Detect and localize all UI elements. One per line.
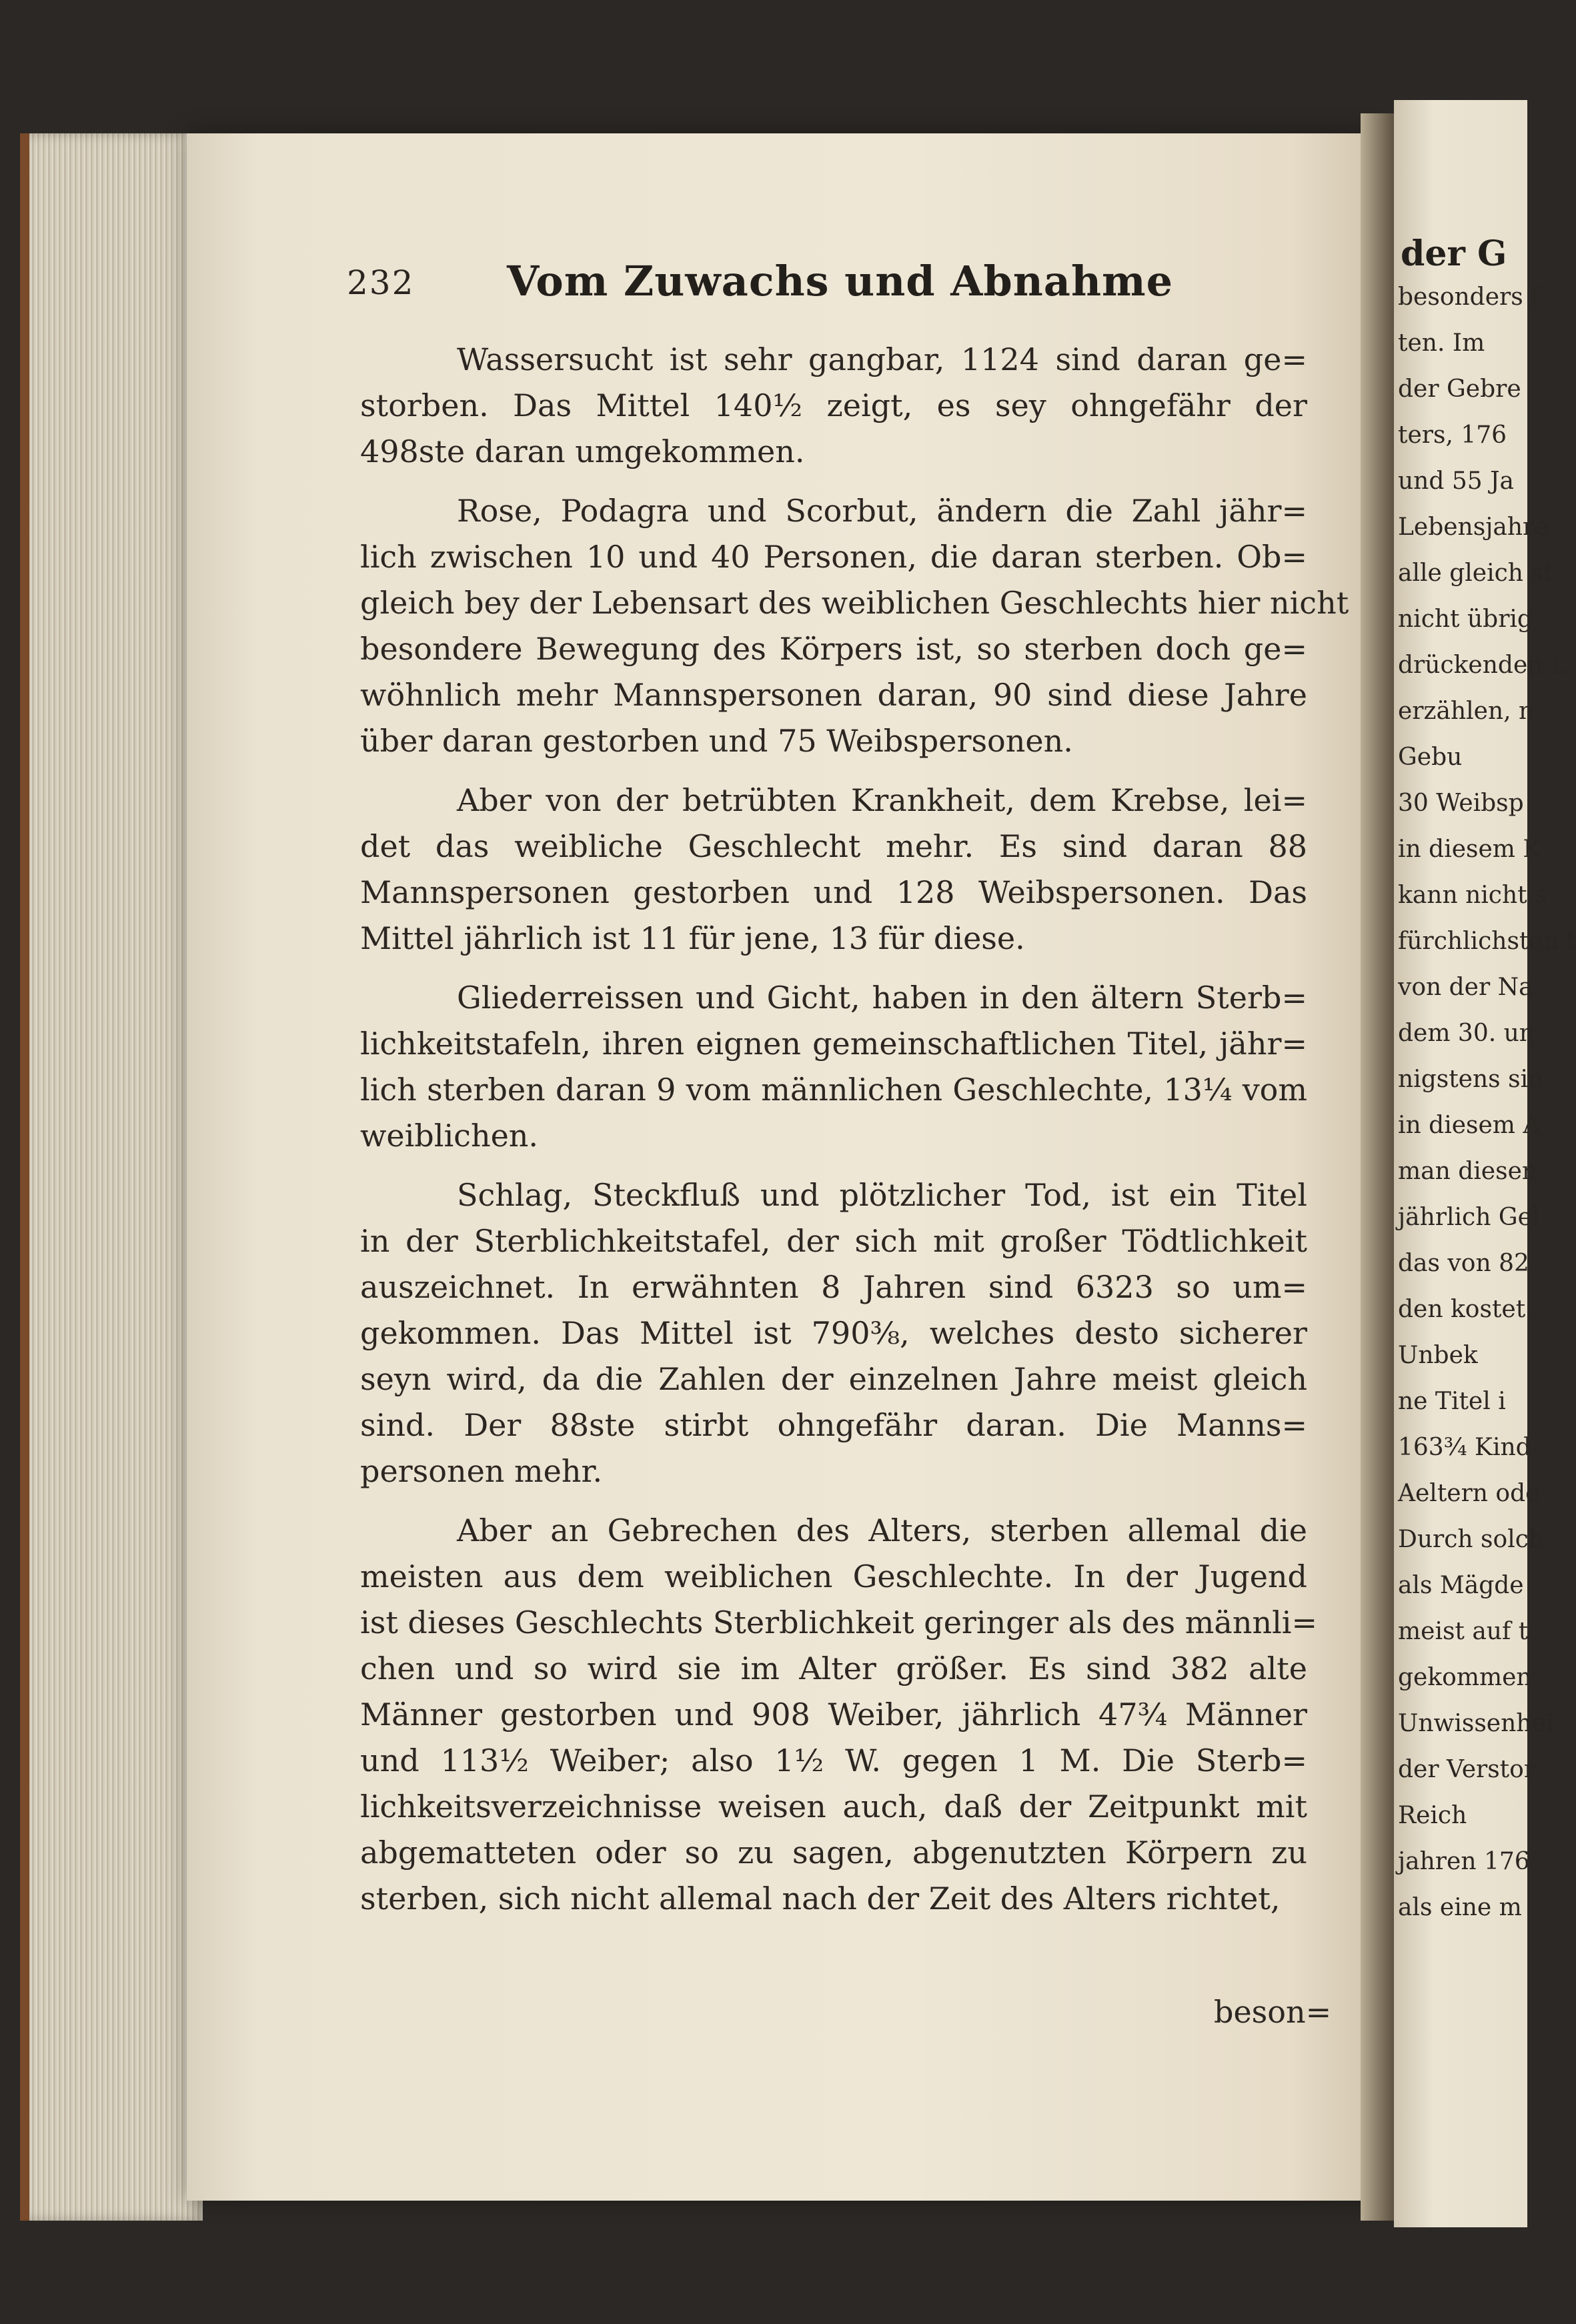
paragraph	[360, 778, 1307, 962]
text-line: ist dieses Geschlechts Sterblichkeit geringer als des männli=	[360, 1604, 1318, 1640]
facing-text-line: Unwissenhei	[1398, 1710, 1554, 1737]
facing-text-line: als eine m	[1398, 1894, 1522, 1921]
facing-text-line: Gebu	[1398, 744, 1463, 771]
facing-text-line: Aeltern ode	[1398, 1480, 1540, 1507]
running-title: Vom Zuwachs und Abnahme	[507, 257, 1174, 305]
facing-text-line: von der Na	[1398, 974, 1533, 1001]
facing-text-line: jahren 176	[1398, 1848, 1530, 1875]
text-line: abgematteten oder so zu sagen, abgenutzten Körpern zu	[360, 1835, 1307, 1871]
body-text	[360, 337, 1349, 1935]
text-line: lich zwischen 10 und 40 Personen, die daran sterben. Ob=	[360, 539, 1307, 575]
facing-text-line: besonders f	[1398, 283, 1540, 311]
text-line: Aber von der betrübten Krankheit, dem Krebse, lei=	[457, 782, 1307, 818]
catchword: beson=	[1214, 1994, 1332, 2030]
paragraph	[360, 1508, 1318, 1922]
facing-text-line: man diesen	[1398, 1158, 1538, 1185]
text-line: über daran gestorben und 75 Weibspersonen.	[360, 723, 1073, 759]
text-line: personen mehr.	[360, 1453, 603, 1489]
facing-text-line: und 55 Ja	[1398, 467, 1515, 495]
text-line: Aber an Gebrechen des Alters, sterben allemal die	[457, 1512, 1307, 1548]
text-line: Schlag, Steckfluß und plötzlicher Tod, ist ein Titel	[457, 1177, 1307, 1213]
text-line: besondere Bewegung des Körpers ist, so sterben doch ge=	[360, 631, 1307, 667]
text-line: Wassersucht ist sehr gangbar, 1124 sind daran ge=	[457, 341, 1307, 377]
text-line: seyn wird, da die Zahlen der einzelnen Jahre meist gleich	[360, 1361, 1307, 1397]
facing-text-line: 30 Weibsp	[1398, 790, 1524, 817]
text-line: Mannspersonen gestorben und 128 Weibspersonen. Das	[360, 874, 1307, 910]
paragraph	[360, 488, 1349, 764]
text-line: weiblichen.	[360, 1118, 539, 1154]
text-line: Gliederreissen und Gicht, haben in den ältern Sterb=	[457, 980, 1307, 1016]
facing-text-line: ters, 176	[1398, 421, 1507, 449]
text-line: Mittel jährlich ist 11 für jene, 13 für diese.	[360, 920, 1025, 956]
facing-page	[1394, 100, 1576, 2227]
facing-text-line: gekommen	[1398, 1664, 1532, 1691]
text-line: gekommen. Das Mittel ist 790⅜, welches desto sicherer	[360, 1315, 1307, 1351]
facing-text-line: nicht übrig	[1398, 606, 1533, 633]
facing-text-line: das von 82	[1398, 1250, 1529, 1277]
book-fore-edge	[20, 133, 203, 2221]
facing-page-text	[1394, 274, 1576, 1931]
facing-text-line: der Gebre	[1398, 375, 1521, 403]
facing-text-line: Reich	[1398, 1802, 1467, 1829]
page-number: 232	[347, 263, 415, 302]
text-line: auszeichnet. In erwähnten 8 Jahren sind 6323 so um=	[360, 1269, 1307, 1305]
facing-text-line: fürchlichsten t	[1398, 928, 1576, 955]
facing-text-line: drückenden L	[1398, 652, 1567, 679]
paragraph	[360, 975, 1307, 1159]
text-line: Männer gestorben und 908 Weiber, jährlich 47¾ Männer	[360, 1696, 1307, 1732]
text-line: Rose, Podagra und Scorbut, ändern die Zahl jähr=	[457, 493, 1307, 529]
facing-text-line: nigstens sin	[1398, 1066, 1544, 1093]
facing-text-line: den kostet.	[1398, 1296, 1533, 1323]
text-line: 498ste daran umgekommen.	[360, 433, 805, 469]
facing-text-line: ten. Im	[1398, 329, 1485, 357]
facing-text-line: als Mägde	[1398, 1572, 1524, 1599]
text-line: storben. Das Mittel 140½ zeigt, es sey ohngefähr der	[360, 387, 1307, 423]
facing-text-line: in diesem K	[1398, 836, 1541, 863]
paragraph	[360, 337, 1307, 475]
facing-text-line: ne Titel i	[1398, 1388, 1506, 1415]
facing-text-line: dem 30. un	[1398, 1020, 1535, 1047]
facing-text-line: erzählen, n	[1398, 698, 1535, 725]
facing-text-line: Lebensjahre	[1398, 513, 1549, 541]
facing-text-line: kann nicht s	[1398, 882, 1547, 909]
text-line: meisten aus dem weiblichen Geschlechte. In der Jugend	[360, 1558, 1307, 1594]
page-header	[347, 257, 1314, 310]
text-line: und 113½ Weiber; also 1½ W. gegen 1 M. Die Sterb=	[360, 1742, 1307, 1779]
facing-text-line: Unbek	[1398, 1342, 1478, 1369]
facing-text-line: in diesem A	[1398, 1112, 1541, 1139]
text-line: sterben, sich nicht allemal nach der Zeit des Alters richtet,	[360, 1881, 1281, 1917]
text-line: sind. Der 88ste stirbt ohngefähr daran. Die Manns=	[360, 1407, 1307, 1443]
text-line: lichkeitsverzeichnisse weisen auch, daß der Zeitpunkt mit	[360, 1789, 1307, 1825]
text-line: in der Sterblichkeitstafel, der sich mit großer Tödtlichkeit	[360, 1223, 1307, 1259]
facing-text-line: meist auf t	[1398, 1618, 1529, 1645]
facing-text-line: alle gleich st	[1398, 559, 1553, 587]
facing-text-line: der Verstor	[1398, 1756, 1536, 1783]
facing-text-line: jährlich Gel	[1398, 1204, 1540, 1231]
facing-page-header: der G	[1401, 233, 1507, 274]
text-line: gleich bey der Lebensart des weiblichen Geschlechts hier nicht	[360, 585, 1349, 621]
text-line: lichkeitstafeln, ihren eignen gemeinschaftlichen Titel, jähr=	[360, 1026, 1307, 1062]
text-line: chen und so wird sie im Alter größer. Es sind 382 alte	[360, 1650, 1307, 1686]
facing-text-line: 163¾ Kind	[1398, 1434, 1531, 1461]
facing-text-line: Durch solch	[1398, 1526, 1545, 1553]
text-line: det das weibliche Geschlecht mehr. Es sind daran 88	[360, 828, 1307, 864]
paragraph	[360, 1172, 1307, 1494]
text-line: wöhnlich mehr Mannspersonen daran, 90 sind diese Jahre	[360, 677, 1307, 713]
text-line: lich sterben daran 9 vom männlichen Geschlechte, 13¼ vom	[360, 1072, 1307, 1108]
